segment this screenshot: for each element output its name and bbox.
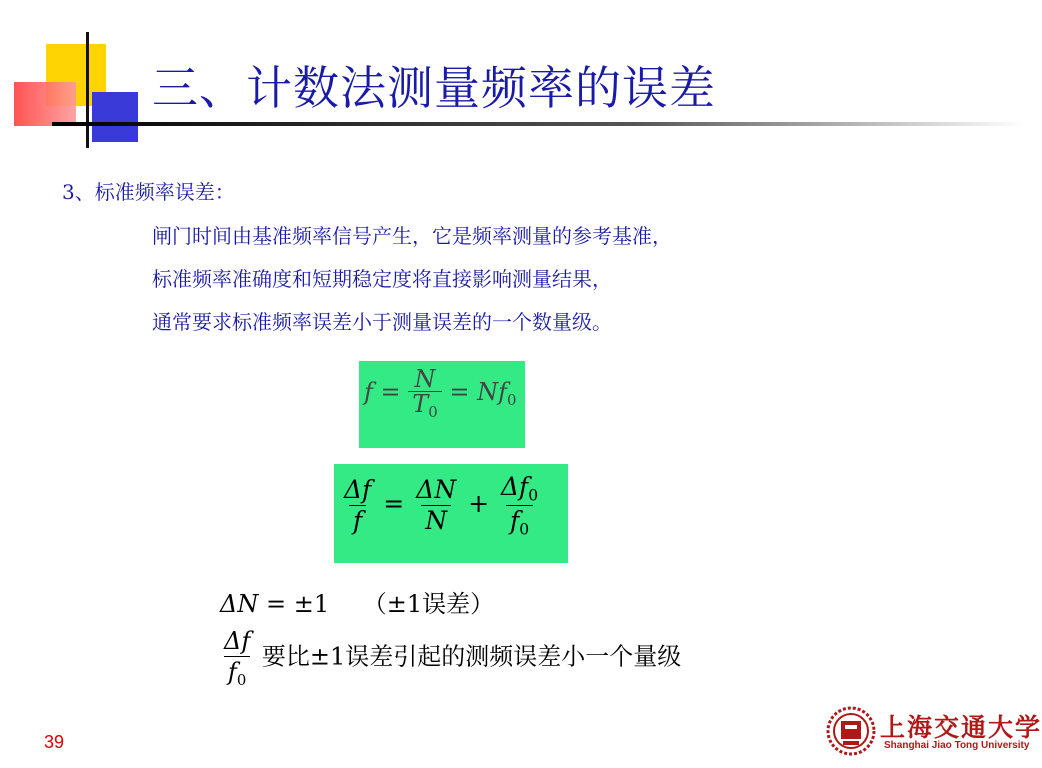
- formula-1-eq2: =: [449, 378, 470, 407]
- formula-1-rhs-sub: 0: [507, 391, 517, 410]
- university-name-chinese: 上海交通大学: [880, 713, 1042, 742]
- formula-2-term-3-num: $\Delta f_0$: [500, 472, 539, 505]
- university-name-english: Shanghai Jiao Tong University: [884, 740, 1030, 751]
- formula-2-term-2-num: ΔN: [416, 475, 457, 505]
- formula-4-text: 要比±1误差引起的测频误差小一个量级: [261, 642, 682, 671]
- decor-vertical-line: [86, 32, 89, 148]
- slide-title: 三、计数法测量频率的误差: [152, 61, 716, 115]
- formula-2-term-1-num: Δf: [344, 475, 372, 505]
- formula-2-term-1: [340, 475, 375, 536]
- title-divider: [52, 122, 1024, 126]
- formula-2-term-3-den: $f_0$: [506, 505, 533, 539]
- formula-2-term-2: [412, 475, 460, 536]
- formula-1-den-sub: 0: [428, 403, 438, 422]
- formula-1-numerator: N: [414, 365, 436, 393]
- formula-3-note: （±1误差）: [362, 590, 495, 618]
- formula-3-lhs: ΔN: [220, 590, 259, 618]
- formula-2-term-2-den: N: [421, 505, 451, 536]
- formula-1-fraction: [408, 367, 441, 420]
- formula-2: [340, 472, 542, 539]
- formula-4-fraction: [220, 626, 254, 690]
- formula-4: [220, 626, 681, 690]
- formula-2-term-3: [497, 472, 542, 539]
- formula-1-denominator: [408, 391, 441, 420]
- decor-red-square: [14, 82, 76, 126]
- paragraph-line-3: 通常要求标准频率误差小于测量误差的一个数量级。: [152, 310, 612, 334]
- formula-4-num: Δf: [224, 627, 251, 655]
- formula-1-rhs: Nf: [477, 378, 508, 407]
- formula-2-eq: =: [383, 489, 405, 519]
- section-heading: 3、标准频率误差：: [62, 180, 235, 204]
- university-seal-icon: [826, 706, 876, 756]
- formula-2-term-1-den: f: [349, 505, 366, 536]
- formula-1-den-main: T: [412, 390, 429, 418]
- formula-1-lhs: f: [364, 378, 373, 407]
- formula-2-plus: +: [468, 489, 490, 519]
- formula-3-rhs: = ±1: [265, 590, 330, 618]
- formula-3: [220, 584, 494, 619]
- decor-blue-square: [92, 92, 138, 142]
- page-number: 39: [44, 732, 65, 752]
- paragraph-line-2: 标准频率准确度和短期稳定度将直接影响测量结果，: [152, 267, 612, 291]
- formula-1-eq1: =: [380, 378, 401, 407]
- formula-4-den: $f_0$: [224, 656, 250, 690]
- paragraph-line-1: 闸门时间由基准频率信号产生，它是频率测量的参考基准，: [152, 224, 672, 248]
- formula-1: [364, 367, 517, 420]
